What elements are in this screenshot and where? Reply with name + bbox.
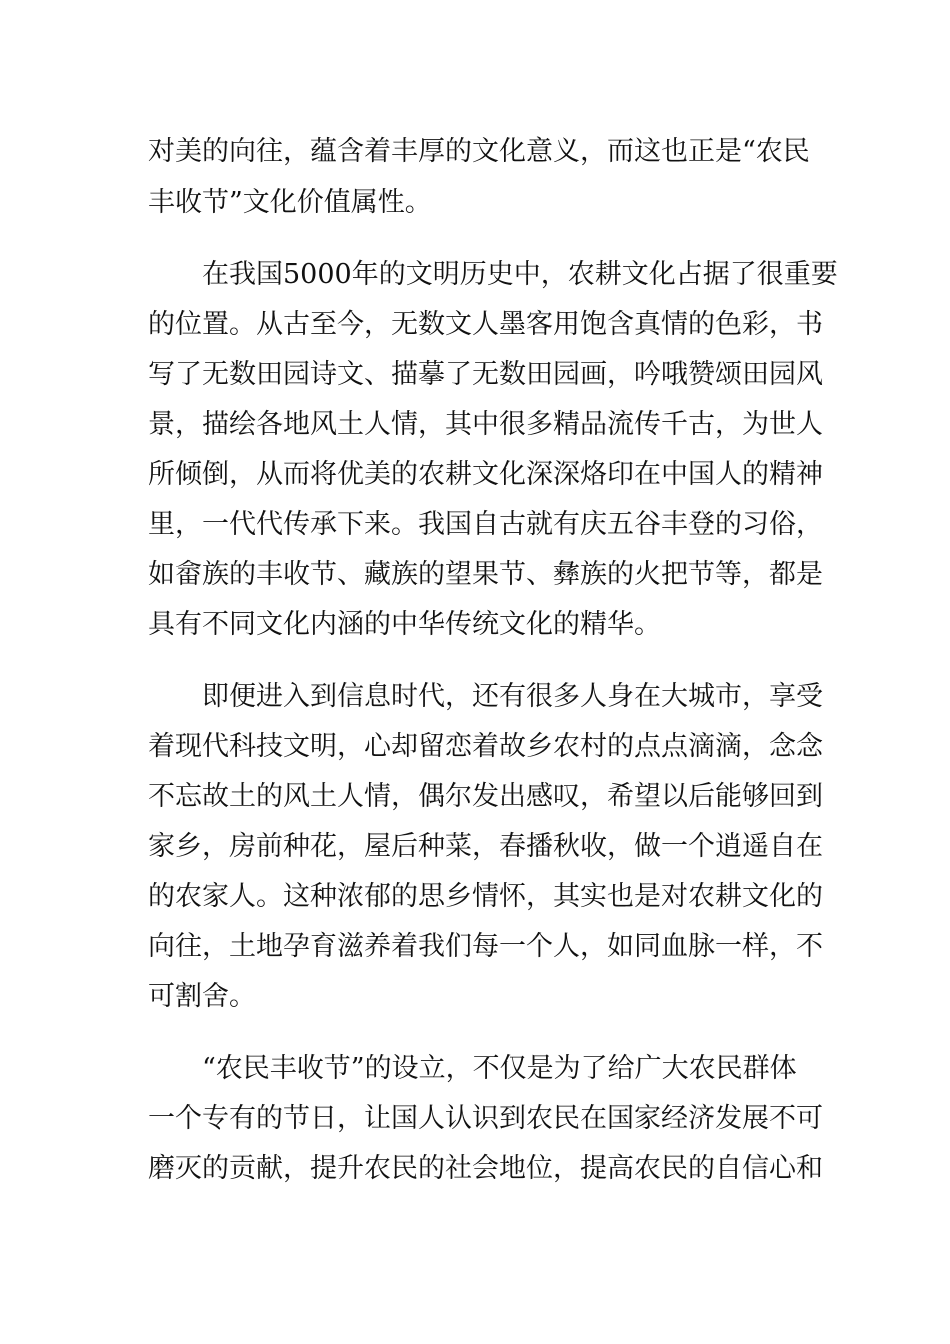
paragraph-3-line-5: 的农家人。这种浓郁的思乡情怀，其实也是对农耕文化的 [148, 881, 823, 912]
paragraph-2-line-6: 里，一代代传承下来。我国自古就有庆五谷丰登的习俗， [148, 509, 823, 540]
paragraph-1-line-1: 对美的向往，蕴含着丰厚的文化意义，而这也正是“农民 [148, 136, 810, 167]
paragraph-4-line-3: 磨灭的贡献，提升农民的社会地位，提高农民的自信心和 [148, 1153, 823, 1184]
paragraph-3-line-4: 家乡，房前种花，屋后种菜，春播秋收，做一个逍遥自在 [148, 831, 823, 862]
paragraph-2-line-3: 写了无数田园诗文、描摹了无数田园画，吟哦赞颂田园风 [148, 359, 823, 390]
paragraph-1-line-2: 丰收节”文化价值属性。 [148, 187, 432, 218]
paragraph-4-line-2: 一个专有的节日，让国人认识到农民在国家经济发展不可 [148, 1103, 823, 1134]
paragraph-2-line-7: 如畲族的丰收节、藏族的望果节、彝族的火把节等，都是 [148, 559, 823, 590]
paragraph-2-line-1: 在我国5000年的文明历史中，农耕文化占据了很重要 [202, 259, 838, 290]
paragraph-3-line-2: 着现代科技文明，心却留恋着故乡农村的点点滴滴，念念 [148, 731, 823, 762]
paragraph-3-line-3: 不忘故土的风土人情，偶尔发出感叹，希望以后能够回到 [148, 781, 823, 812]
paragraph-3-line-6: 向往，土地孕育滋养着我们每一个人，如同血脉一样，不 [148, 931, 823, 962]
paragraph-3-line-1: 即便进入到信息时代，还有很多人身在大城市，享受 [202, 681, 823, 712]
paragraph-3-line-7: 可割舍。 [148, 981, 256, 1012]
paragraph-2-line-2: 的位置。从古至今，无数文人墨客用饱含真情的色彩，书 [148, 309, 823, 340]
paragraph-2-line-8: 具有不同文化内涵的中华传统文化的精华。 [148, 609, 661, 640]
paragraph-4-line-1: “农民丰收节”的设立，不仅是为了给广大农民群体 [202, 1053, 797, 1084]
paragraph-2-line-4: 景，描绘各地风土人情，其中很多精品流传千古，为世人 [148, 409, 823, 440]
paragraph-2-line-5: 所倾倒，从而将优美的农耕文化深深烙印在中国人的精神 [148, 459, 823, 490]
